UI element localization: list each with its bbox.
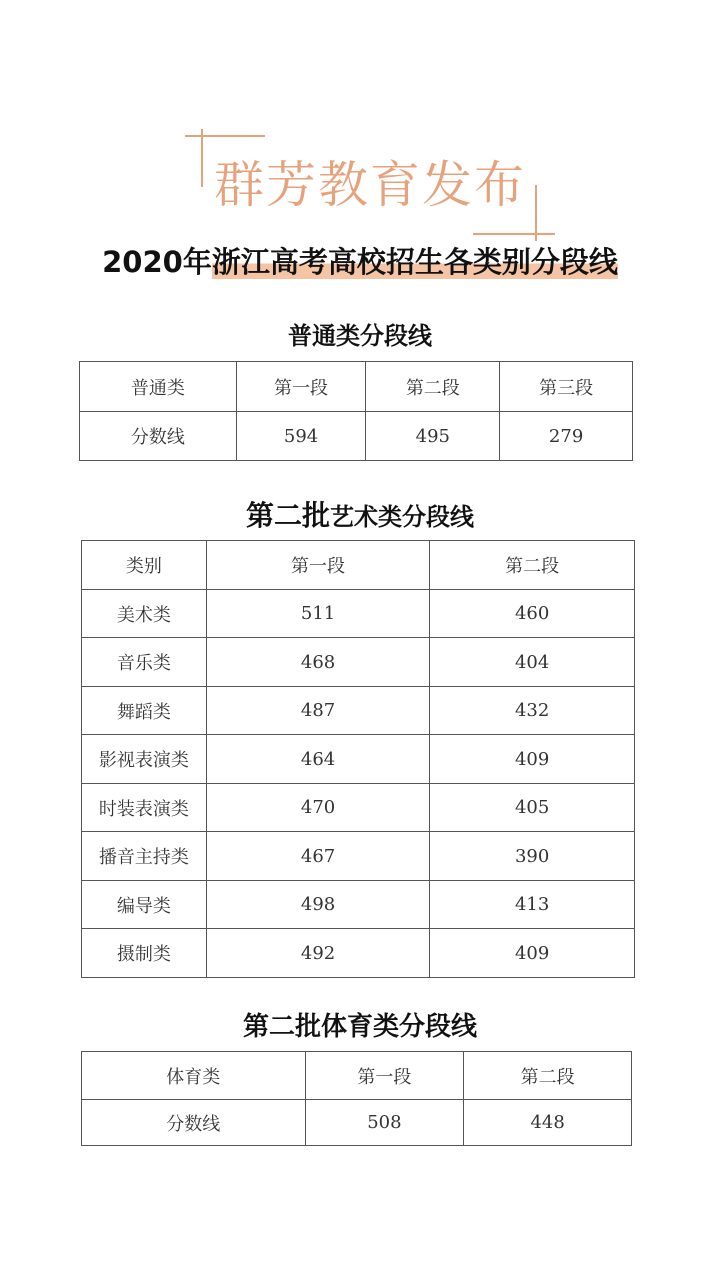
score-cell: 279 bbox=[500, 412, 633, 461]
score-cell: 409 bbox=[430, 929, 635, 978]
category-cell: 播音主持类 bbox=[82, 832, 207, 881]
table-row bbox=[82, 735, 635, 784]
header-cell: 第三段 bbox=[500, 362, 633, 412]
score-cell: 404 bbox=[430, 638, 635, 687]
header-cell: 类别 bbox=[82, 541, 207, 590]
brand-header bbox=[185, 135, 555, 235]
general-score-table bbox=[79, 361, 633, 461]
category-cell: 舞蹈类 bbox=[82, 687, 207, 735]
header-cell: 第二段 bbox=[366, 362, 500, 412]
table-header-row bbox=[82, 541, 635, 590]
table-header-row bbox=[80, 362, 633, 412]
corner-bracket-bottom-right bbox=[473, 233, 555, 235]
row-label-cell: 分数线 bbox=[80, 412, 237, 461]
score-cell: 413 bbox=[430, 881, 635, 929]
score-cell: 492 bbox=[206, 929, 430, 978]
table-header-row bbox=[82, 1052, 632, 1100]
score-cell: 511 bbox=[206, 590, 430, 638]
art-section-title-rest: 艺术类分段线 bbox=[330, 503, 474, 531]
art-section-title bbox=[0, 494, 720, 534]
score-cell: 409 bbox=[430, 735, 635, 784]
corner-bracket-bottom-right-vertical bbox=[535, 185, 537, 241]
category-cell: 美术类 bbox=[82, 590, 207, 638]
score-cell: 464 bbox=[206, 735, 430, 784]
row-label-cell: 分数线 bbox=[82, 1100, 306, 1146]
score-cell: 432 bbox=[430, 687, 635, 735]
main-title-year: 2020年 bbox=[102, 245, 212, 279]
header-cell: 第一段 bbox=[305, 1052, 464, 1100]
score-cell: 467 bbox=[206, 832, 430, 881]
category-cell: 音乐类 bbox=[82, 638, 207, 687]
score-cell: 508 bbox=[305, 1100, 464, 1146]
header-cell: 第二段 bbox=[430, 541, 635, 590]
table-row bbox=[82, 687, 635, 735]
score-cell: 405 bbox=[430, 784, 635, 832]
table-row bbox=[82, 638, 635, 687]
general-section-title: 普通类分段线 bbox=[288, 322, 432, 350]
score-cell: 594 bbox=[236, 412, 366, 461]
corner-bracket-top-left bbox=[185, 135, 265, 137]
score-cell: 460 bbox=[430, 590, 635, 638]
header-cell: 第一段 bbox=[236, 362, 366, 412]
table-row bbox=[82, 1100, 632, 1146]
score-cell: 448 bbox=[464, 1100, 632, 1146]
score-cell: 468 bbox=[206, 638, 430, 687]
header-cell: 普通类 bbox=[80, 362, 237, 412]
category-cell: 影视表演类 bbox=[82, 735, 207, 784]
category-cell: 编导类 bbox=[82, 881, 207, 929]
table-row bbox=[82, 929, 635, 978]
category-cell: 时装表演类 bbox=[82, 784, 207, 832]
sports-score-table bbox=[81, 1051, 632, 1146]
score-cell: 498 bbox=[206, 881, 430, 929]
art-score-table bbox=[81, 540, 635, 978]
category-cell: 摄制类 bbox=[82, 929, 207, 978]
header-cell: 第一段 bbox=[206, 541, 430, 590]
art-section-title-batch: 第二批 bbox=[245, 499, 330, 532]
table-row bbox=[82, 832, 635, 881]
score-cell: 495 bbox=[366, 412, 500, 461]
main-title bbox=[0, 240, 720, 281]
table-row bbox=[80, 412, 633, 461]
score-cell: 487 bbox=[206, 687, 430, 735]
sports-section-title: 第二批体育类分段线 bbox=[242, 1012, 477, 1042]
brand-title: 群芳教育发布 bbox=[214, 156, 526, 214]
header-cell: 第二段 bbox=[464, 1052, 632, 1100]
table-row bbox=[82, 784, 635, 832]
table-row bbox=[82, 881, 635, 929]
score-cell: 470 bbox=[206, 784, 430, 832]
table-row bbox=[82, 590, 635, 638]
header-cell: 体育类 bbox=[82, 1052, 306, 1100]
score-cell: 390 bbox=[430, 832, 635, 881]
main-title-highlight: 浙江高考高校招生各类别分段线 bbox=[211, 245, 618, 279]
